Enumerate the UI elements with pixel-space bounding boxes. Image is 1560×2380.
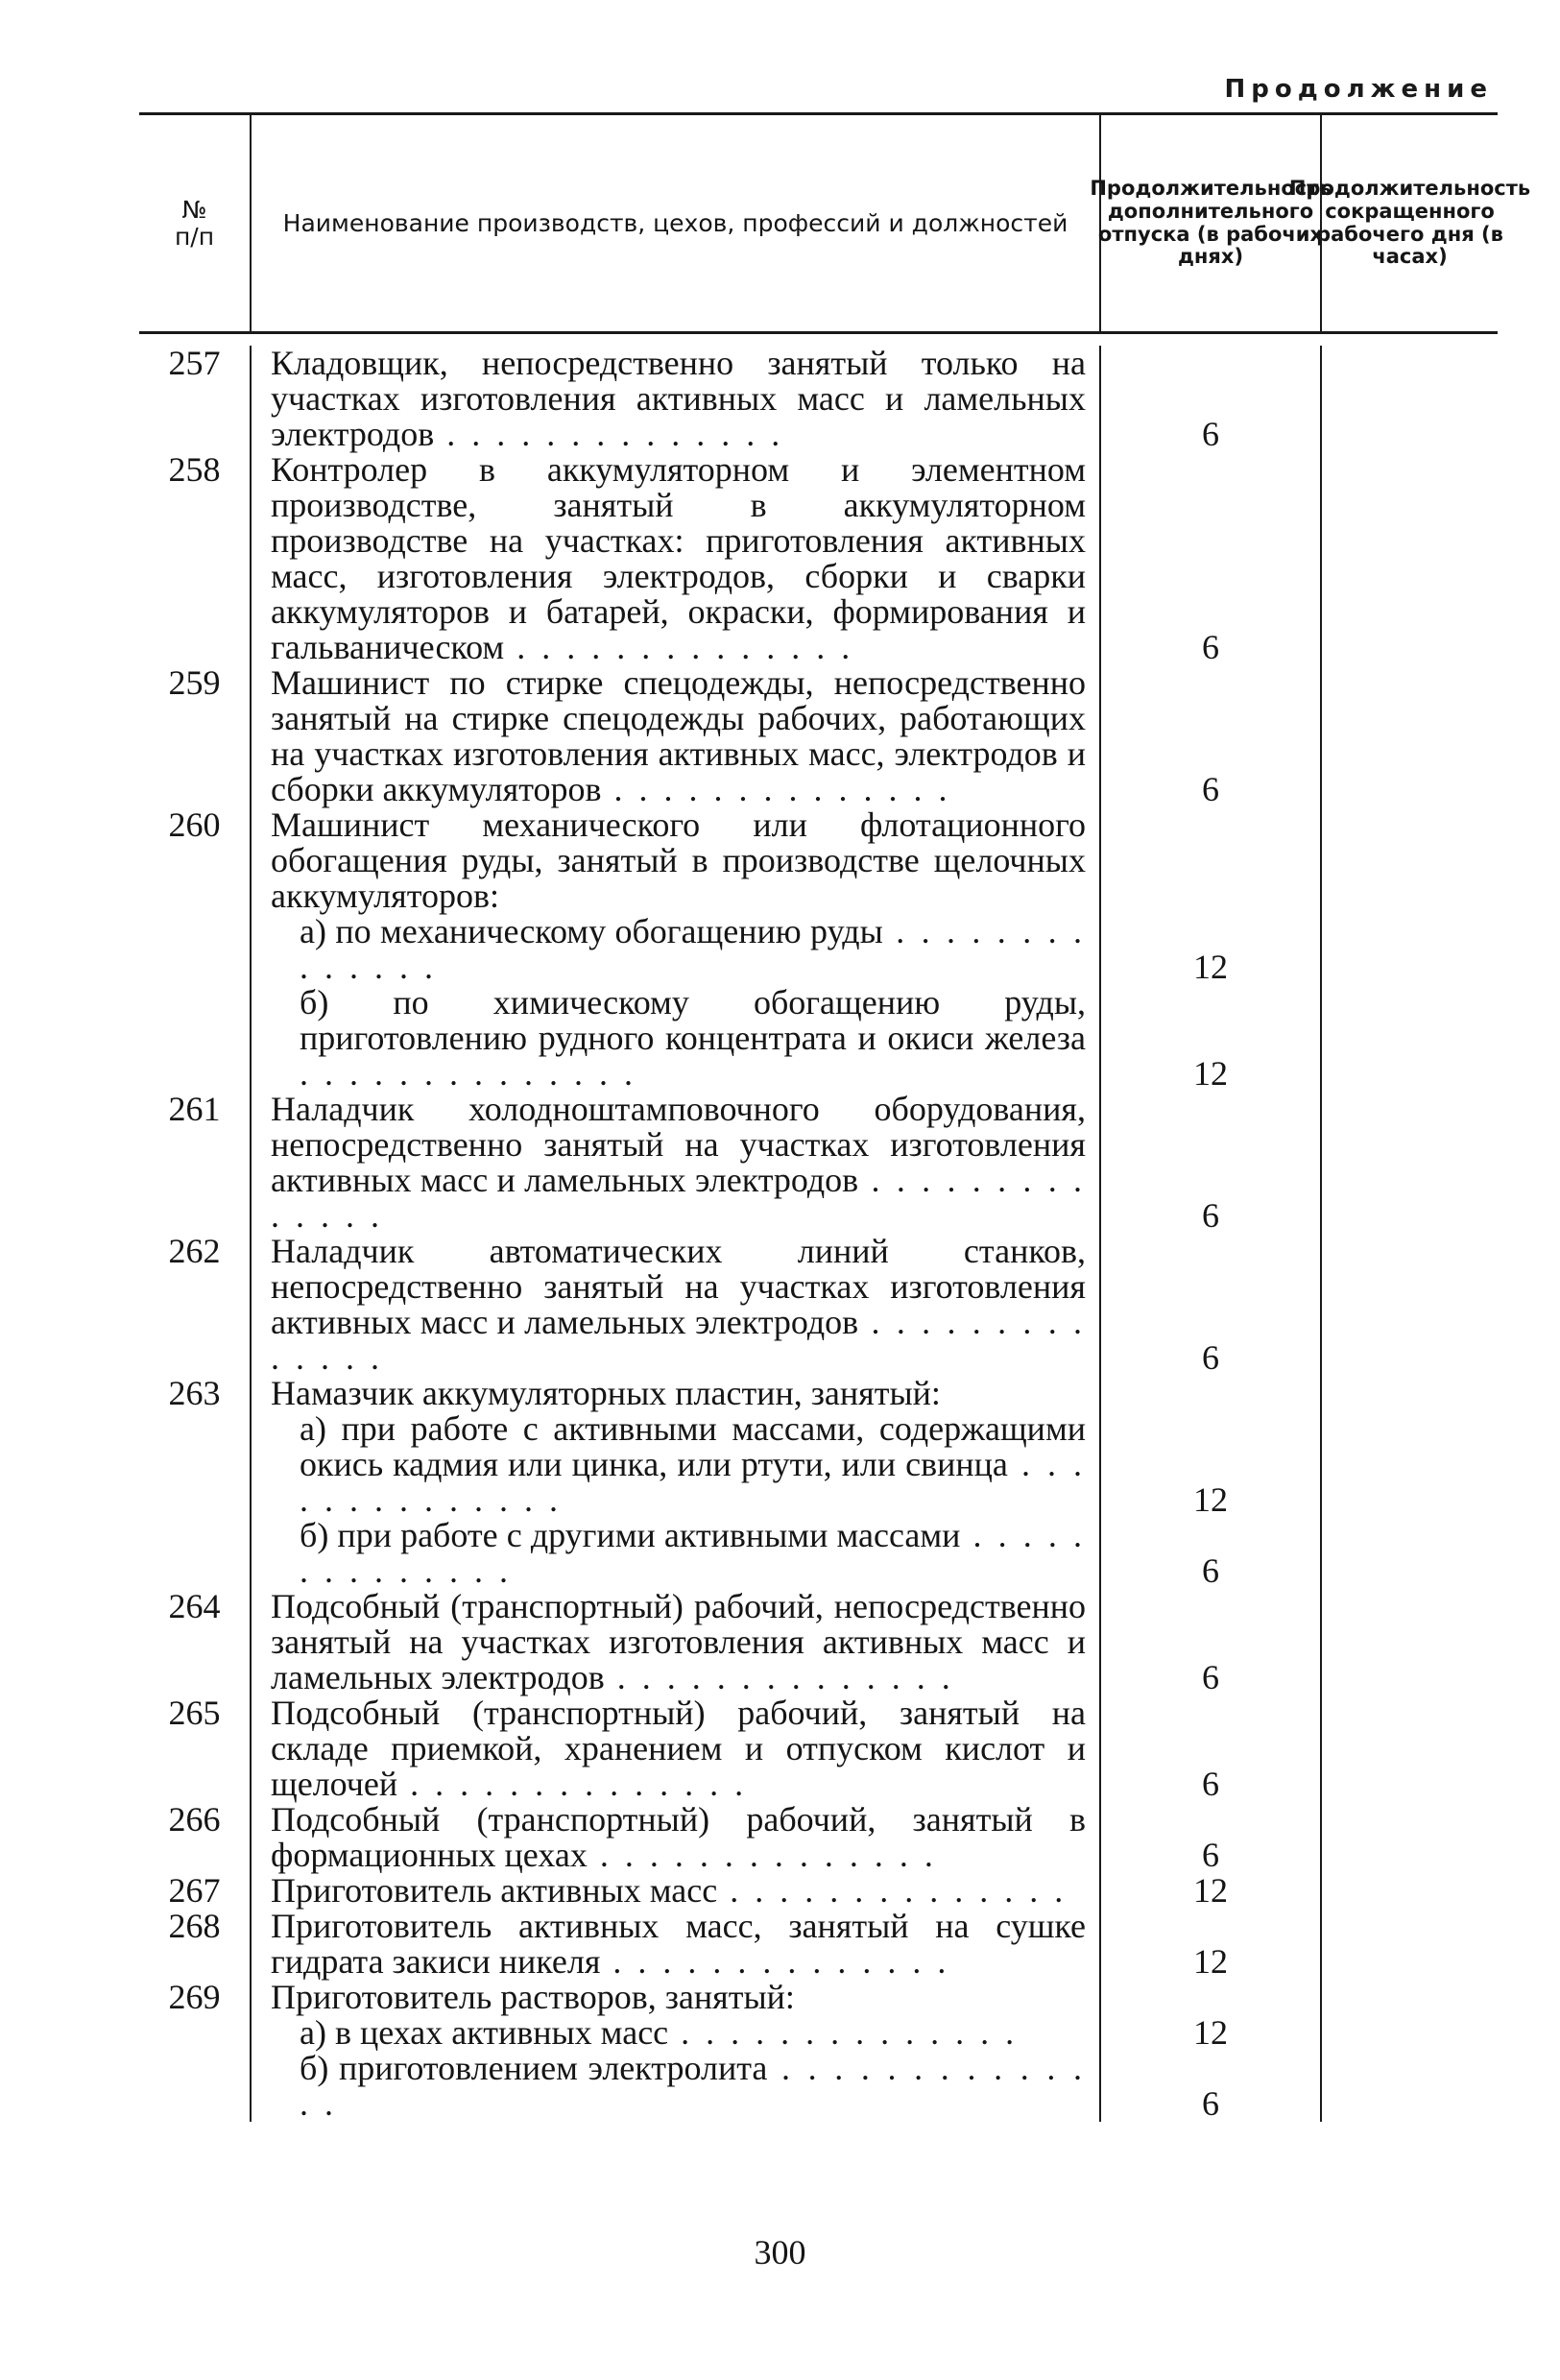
table-body xyxy=(139,334,1498,2122)
row-name: Подсобный (транспортный) рабочий, занятый в формационных цехах . . . xyxy=(271,1802,1086,1873)
row-number: 266 xyxy=(168,1800,221,1839)
row-subitem: б) при работе с другими активными массами . . . xyxy=(271,1518,1086,1589)
row-short-day-cell xyxy=(1320,1376,1498,1589)
row-short-day-cell xyxy=(1320,1909,1498,1980)
row-number: 268 xyxy=(168,1907,221,1945)
row-short-day-cell xyxy=(1320,1234,1498,1376)
row-number: 263 xyxy=(168,1374,221,1412)
row-number: 265 xyxy=(168,1694,221,1732)
table-row xyxy=(139,1234,1498,1376)
table-row xyxy=(139,1873,1498,1909)
row-extra-leave-cell xyxy=(1099,1589,1320,1695)
row-extra-leave-cell xyxy=(1099,807,1320,1092)
table-row xyxy=(139,1589,1498,1695)
row-name: Машинист по стирке спецодежды, непосредственно занятый на стирке спецодежды рабочих, работающих на участках изготовления активных масс, электродов и сборки аккумуляторов . . . xyxy=(271,665,1086,807)
row-name-cell xyxy=(250,1695,1099,1802)
page-number: 300 xyxy=(754,2233,806,2272)
row-days: 6 xyxy=(1202,1338,1219,1377)
row-days: 6 xyxy=(1202,415,1219,453)
row-subitem-days: 12 xyxy=(1193,1480,1228,1519)
row-name: Наладчик автоматических линий станков, непосредственно занятый на участках изготовления активных масс и ламельных электродов . . . xyxy=(271,1234,1086,1376)
row-name: Подсобный (транспортный) рабочий, непосредственно занятый на участках изготовления активных масс и ламельных электродов . . . xyxy=(271,1589,1086,1695)
row-name-cell xyxy=(250,1234,1099,1376)
row-number: 261 xyxy=(168,1090,221,1128)
row-subitem: а) в цехах активных масс . . . xyxy=(271,2015,1086,2051)
table-row xyxy=(139,452,1498,665)
row-name-cell xyxy=(250,1909,1099,1980)
row-name-cell xyxy=(250,1092,1099,1234)
row-name: Подсобный (транспортный) рабочий, занятый на складе приемкой, хранением и отпуском кислот и щелочей . . . xyxy=(271,1695,1086,1802)
row-extra-leave-cell xyxy=(1099,665,1320,807)
row-extra-leave-cell xyxy=(1099,452,1320,665)
row-days: 6 xyxy=(1202,1765,1219,1803)
row-extra-leave-cell xyxy=(1099,1980,1320,2122)
table-row xyxy=(139,346,1498,452)
row-name: Машинист механического или флотационного обогащения руды, занятый в производстве щелочных аккумуляторов: xyxy=(271,805,1086,915)
row-days: 6 xyxy=(1202,1836,1219,1874)
row-name: Приготовитель растворов, занятый: xyxy=(271,1978,795,2016)
row-name: Приготовитель активных масс, занятый на сушке гидрата закиси никеля . . . xyxy=(271,1909,1086,1980)
header-extra-leave: Продолжительность дополнительного отпуска (в рабочих днях) xyxy=(1099,115,1320,331)
row-extra-leave-cell xyxy=(1099,346,1320,452)
row-short-day-cell xyxy=(1320,452,1498,665)
row-number: 264 xyxy=(168,1587,221,1625)
row-number: 260 xyxy=(168,805,221,844)
row-name: Приготовитель активных масс . . . xyxy=(271,1873,1086,1909)
row-short-day-cell xyxy=(1320,1589,1498,1695)
continuation-label: Продолжение xyxy=(1224,75,1493,104)
row-extra-leave-cell xyxy=(1099,1092,1320,1234)
row-extra-leave-cell xyxy=(1099,1909,1320,1980)
table-row xyxy=(139,1802,1498,1873)
row-short-day-cell xyxy=(1320,346,1498,452)
table-header xyxy=(139,112,1531,334)
row-subitem: а) при работе с активными массами, содержащими окись кадмия или цинка, или ртути, или свинца . . . xyxy=(271,1411,1086,1518)
row-days: 6 xyxy=(1202,1196,1219,1235)
table-row xyxy=(139,1980,1498,2122)
row-short-day-cell xyxy=(1320,1873,1498,1909)
row-name-cell xyxy=(250,452,1099,665)
row-name-cell xyxy=(250,1376,1099,1589)
row-number: 259 xyxy=(168,663,221,702)
row-name: Контролер в аккумуляторном и элементном производстве, занятый в аккумуляторном производстве на участках: приготовления активных масс, изготовления электродов, сборки и сварки аккумуляторов и батарей, окраски, формирования и гальваническом . . . xyxy=(271,452,1086,665)
row-number: 257 xyxy=(168,344,221,382)
header-number: № п/п xyxy=(174,196,215,251)
table-row xyxy=(139,1909,1498,1980)
row-short-day-cell xyxy=(1320,1695,1498,1802)
row-name-cell xyxy=(250,346,1099,452)
row-extra-leave-cell xyxy=(1099,1234,1320,1376)
row-subitem: б) по химическому обогащению руды, приготовлению рудного концентрата и окиси железа . . . xyxy=(271,985,1086,1092)
row-extra-leave-cell xyxy=(1099,1873,1320,1909)
row-name-cell xyxy=(250,1873,1099,1909)
row-number: 267 xyxy=(168,1871,221,1910)
table-row xyxy=(139,1376,1498,1589)
row-short-day-cell xyxy=(1320,807,1498,1092)
row-name-cell xyxy=(250,1802,1099,1873)
row-extra-leave-cell xyxy=(1099,1695,1320,1802)
row-subitem: а) по механическому обогащению руды . . . xyxy=(271,914,1086,985)
row-days: 6 xyxy=(1202,770,1219,808)
table-row xyxy=(139,1695,1498,1802)
row-subitem-days: 12 xyxy=(1193,1054,1228,1093)
row-subitem: б) приготовлением электролита . . . xyxy=(271,2051,1086,2122)
header-short-day: Продолжительность сокращенного рабочего дня (в часах) xyxy=(1320,115,1498,331)
table-row xyxy=(139,665,1498,807)
row-short-day-cell xyxy=(1320,1092,1498,1234)
row-subitem-days: 6 xyxy=(1202,1551,1219,1590)
row-short-day-cell xyxy=(1320,1802,1498,1873)
row-subitem-days: 12 xyxy=(1193,2013,1228,2052)
row-name: Намазчик аккумуляторных пластин, занятый: xyxy=(271,1374,941,1412)
header-name: Наименование производств, цехов, профессий и должностей xyxy=(250,115,1099,331)
table-row xyxy=(139,1092,1498,1234)
row-number: 269 xyxy=(168,1978,221,2016)
row-name-cell xyxy=(250,1980,1099,2122)
row-subitem-days: 6 xyxy=(1202,2084,1219,2123)
row-days: 12 xyxy=(1193,1871,1228,1910)
row-number: 258 xyxy=(168,450,221,489)
row-number: 262 xyxy=(168,1232,221,1270)
row-days: 6 xyxy=(1202,1658,1219,1696)
row-days: 6 xyxy=(1202,628,1219,666)
row-name-cell xyxy=(250,1589,1099,1695)
professions-table xyxy=(139,110,1531,2123)
row-name: Кладовщик, непосредственно занятый только на участках изготовления активных масс и ламельных электродов . . . xyxy=(271,346,1086,452)
row-short-day-cell xyxy=(1320,665,1498,807)
row-name-cell xyxy=(250,665,1099,807)
row-short-day-cell xyxy=(1320,1980,1498,2122)
row-extra-leave-cell xyxy=(1099,1376,1320,1589)
row-name-cell xyxy=(250,807,1099,1092)
row-name: Наладчик холодноштамповочного оборудования, непосредственно занятый на участках изготовления активных масс и ламельных электродов . . . xyxy=(271,1092,1086,1234)
row-days: 12 xyxy=(1193,1942,1228,1981)
table-row xyxy=(139,807,1498,1092)
row-subitem-days: 12 xyxy=(1193,948,1228,986)
row-extra-leave-cell xyxy=(1099,1802,1320,1873)
